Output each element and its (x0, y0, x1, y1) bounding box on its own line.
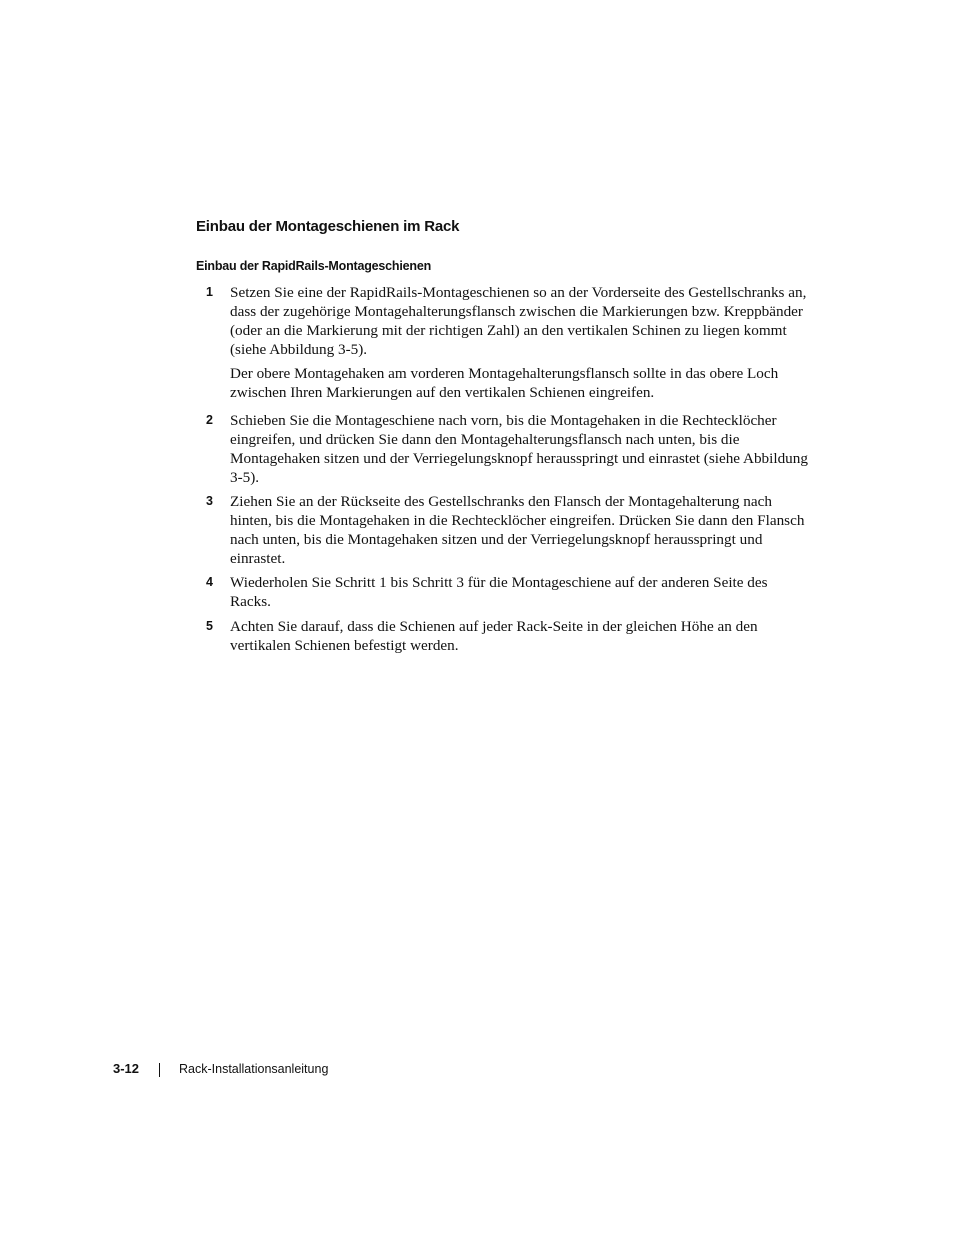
step-number: 5 (206, 619, 213, 633)
footer-divider (159, 1063, 160, 1077)
step-4 (206, 573, 811, 611)
subsection-heading: Einbau der RapidRails-Montageschienen (196, 259, 432, 273)
step-3 (206, 492, 811, 568)
step-note: Der obere Montagehaken am vorderen Montagehalterungsflansch sollte in das obere Loch zwischen Ihren Markierungen auf den vertikalen Schienen eingreifen. (230, 365, 779, 401)
step-2 (206, 411, 811, 487)
section-heading: Einbau der Montageschienen im Rack (196, 218, 460, 235)
step-text: Achten Sie darauf, dass die Schienen auf jeder Rack-Seite in der gleichen Höhe an den vertikalen Schienen befestigt werden. (230, 618, 758, 654)
step-5 (206, 617, 811, 655)
page-number: 3-12 (113, 1061, 140, 1076)
footer-title: Rack-Installationsanleitung (179, 1062, 329, 1076)
step-number: 3 (206, 494, 213, 508)
step-text: Setzen Sie eine der RapidRails-Montageschienen so an der Vorderseite des Gestellschranks an, dass der zugehörige Montagehalterungsflansch zwischen die Markierungen bzw. Kreppbänder (oder an die Markierung mit der richtigen Zahl) an den vertikalen Schinen zu liegen kommt (siehe Abbildung 3-5). (230, 284, 807, 358)
step-text: Schieben Sie die Montageschiene nach vorn, bis die Montagehaken in die Rechtecklöcher eingreifen, und drücken Sie dann den Montagehalterungsflansch nach unten, bis die Montagehaken sitzen und der Verriegelungsknopf herausspringt und einrastet (siehe Abbildung 3-5). (230, 412, 808, 486)
step-number: 1 (206, 285, 213, 299)
step-1 (206, 283, 811, 402)
step-number: 2 (206, 413, 213, 427)
step-number: 4 (206, 575, 213, 589)
step-text: Ziehen Sie an der Rückseite des Gestellschranks den Flansch der Montagehalterung nach hinten, bis die Montagehaken in die Rechtecklöcher eingreifen. Drücken Sie dann den Flansch nach unten, bis die Montagehaken sitzen und der Verriegelungsknopf herausspringt und einrastet. (230, 493, 805, 567)
step-text: Wiederholen Sie Schritt 1 bis Schritt 3 für die Montageschiene auf der anderen Seite des Racks. (230, 574, 768, 610)
